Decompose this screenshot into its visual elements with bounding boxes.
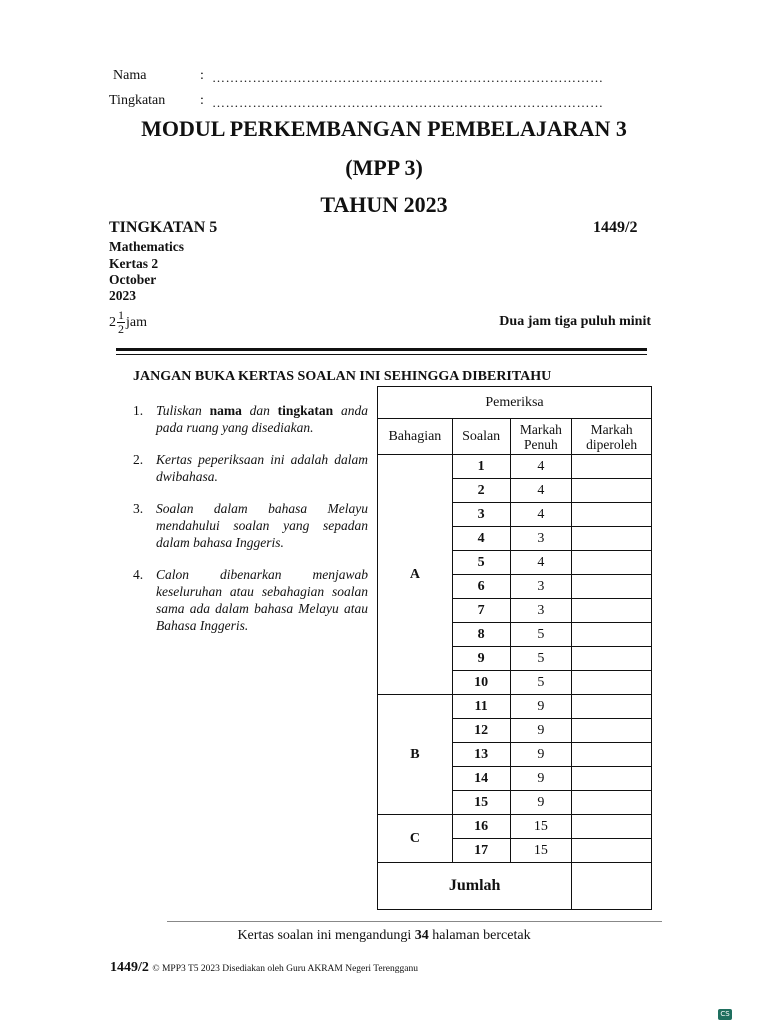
instruction-text: Kertas peperiksaan ini adalah dalam dwibahasa. <box>156 452 368 484</box>
soalan-header: Soalan <box>452 419 510 455</box>
markah-diperoleh-cell[interactable] <box>572 791 652 815</box>
markah-penuh-cell: 4 <box>510 479 572 503</box>
markah-penuh-cell: 4 <box>510 503 572 527</box>
duration-text: Dua jam tiga puluh minit <box>499 314 651 329</box>
markah-diperoleh-cell[interactable] <box>572 815 652 839</box>
soalan-cell: 9 <box>452 647 510 671</box>
markah-diperoleh-cell[interactable] <box>572 695 652 719</box>
year: 2023 <box>109 288 136 303</box>
markah-penuh-cell: 3 <box>510 599 572 623</box>
instruction-number: 2. <box>133 452 144 467</box>
table-row <box>378 455 652 479</box>
markah-diperoleh-header: Markah diperoleh <box>572 419 652 455</box>
bahagian-cell: C <box>378 815 453 863</box>
soalan-cell: 3 <box>452 503 510 527</box>
markah-penuh-cell: 15 <box>510 815 572 839</box>
instruction-number: 4. <box>133 567 144 582</box>
soalan-cell: 1 <box>452 455 510 479</box>
duration-denominator: 2 <box>118 322 124 336</box>
page-count-note: Kertas soalan ini mengandungi 34 halaman bercetak <box>237 928 531 943</box>
duration-numerator: 1 <box>118 308 124 322</box>
tingkatan-label: Tingkatan <box>109 93 166 108</box>
table-row <box>378 695 652 719</box>
instruction-text: Tuliskan nama dan tingkatan anda pada ruang yang disediakan. <box>156 403 368 435</box>
markah-diperoleh-cell[interactable] <box>572 839 652 863</box>
instruction-number: 1. <box>133 403 144 418</box>
jumlah-row <box>378 863 652 910</box>
instruction-number: 3. <box>133 501 144 516</box>
soalan-cell: 5 <box>452 551 510 575</box>
instruction-text: Calon dibenarkan menjawab keseluruhan atau sebahagian soalan sama ada dalam bahasa Melayu atau Bahasa Inggeris. <box>156 567 368 633</box>
paper: Kertas 2 <box>109 256 159 271</box>
markah-diperoleh-cell[interactable] <box>572 575 652 599</box>
duration-unit: jam <box>126 314 147 330</box>
markah-diperoleh-cell[interactable] <box>572 455 652 479</box>
soalan-cell: 7 <box>452 599 510 623</box>
nama-label: Nama <box>113 68 147 83</box>
jumlah-label: Jumlah <box>378 863 572 910</box>
rule-thin <box>116 354 647 355</box>
pemeriksa-header: Pemeriksa <box>378 387 652 419</box>
footer-rule <box>167 921 662 922</box>
markah-diperoleh-cell[interactable] <box>572 743 652 767</box>
markah-penuh-cell: 5 <box>510 623 572 647</box>
cs-badge: CS <box>718 1009 732 1020</box>
warning-text: JANGAN BUKA KERTAS SOALAN INI SEHINGGA DIBERITAHU <box>133 369 552 384</box>
markah-diperoleh-cell[interactable] <box>572 767 652 791</box>
markah-penuh-cell: 9 <box>510 695 572 719</box>
soalan-cell: 8 <box>452 623 510 647</box>
table-row <box>378 815 652 839</box>
markah-diperoleh-cell[interactable] <box>572 671 652 695</box>
jumlah-value-cell[interactable] <box>572 863 652 910</box>
soalan-cell: 12 <box>452 719 510 743</box>
markah-penuh-cell: 9 <box>510 719 572 743</box>
duration-fraction <box>117 309 125 336</box>
soalan-cell: 4 <box>452 527 510 551</box>
bahagian-cell: B <box>378 695 453 815</box>
paper-code: 1449/2 <box>593 219 638 236</box>
title-module: MODUL PERKEMBANGAN PEMBELAJARAN 3 <box>141 116 627 141</box>
markah-penuh-cell: 3 <box>510 527 572 551</box>
tingkatan-colon: : <box>200 93 204 108</box>
markah-penuh-cell: 5 <box>510 671 572 695</box>
soalan-cell: 17 <box>452 839 510 863</box>
duration-whole: 2 <box>109 314 116 330</box>
footer-code: 1449/2 <box>110 960 149 975</box>
markah-penuh-cell: 15 <box>510 839 572 863</box>
markah-penuh-cell: 4 <box>510 455 572 479</box>
title-year: TAHUN 2023 <box>320 192 448 217</box>
examiner-table <box>377 386 652 910</box>
tingkatan-heading: TINGKATAN 5 <box>109 219 218 236</box>
markah-penuh-cell: 4 <box>510 551 572 575</box>
soalan-cell: 13 <box>452 743 510 767</box>
soalan-cell: 6 <box>452 575 510 599</box>
month: October <box>109 272 157 287</box>
markah-diperoleh-cell[interactable] <box>572 599 652 623</box>
markah-diperoleh-cell[interactable] <box>572 527 652 551</box>
instruction-1 <box>133 402 369 442</box>
markah-diperoleh-cell[interactable] <box>572 719 652 743</box>
markah-penuh-cell: 9 <box>510 767 572 791</box>
bahagian-header: Bahagian <box>378 419 453 455</box>
instruction-3 <box>133 500 369 556</box>
tingkatan-field[interactable]: …………………………………………………………………………… <box>212 95 604 110</box>
instruction-4 <box>133 566 369 638</box>
rule-thick <box>116 348 647 351</box>
markah-diperoleh-cell[interactable] <box>572 647 652 671</box>
nama-colon: : <box>200 68 204 83</box>
markah-penuh-header: Markah Penuh <box>510 419 572 455</box>
footer-credit: © MPP3 T5 2023 Disediakan oleh Guru AKRAM Negeri Terengganu <box>152 964 418 974</box>
markah-penuh-cell: 9 <box>510 743 572 767</box>
instruction-2 <box>133 451 369 491</box>
soalan-cell: 10 <box>452 671 510 695</box>
title-mpp: (MPP 3) <box>345 155 423 180</box>
duration <box>109 309 147 336</box>
soalan-cell: 15 <box>452 791 510 815</box>
nama-field[interactable]: …………………………………………………………………………… <box>212 70 604 85</box>
subject: Mathematics <box>109 239 184 254</box>
soalan-cell: 2 <box>452 479 510 503</box>
instruction-text: Soalan dalam bahasa Melayu mendahului soalan yang sepadan dalam bahasa Inggeris. <box>156 501 368 550</box>
markah-diperoleh-cell[interactable] <box>572 551 652 575</box>
soalan-cell: 14 <box>452 767 510 791</box>
soalan-cell: 16 <box>452 815 510 839</box>
footer-line <box>110 960 418 976</box>
markah-penuh-cell: 9 <box>510 791 572 815</box>
markah-penuh-cell: 3 <box>510 575 572 599</box>
bahagian-cell: A <box>378 455 453 695</box>
markah-diperoleh-cell[interactable] <box>572 479 652 503</box>
markah-diperoleh-cell[interactable] <box>572 503 652 527</box>
soalan-cell: 11 <box>452 695 510 719</box>
markah-penuh-cell: 5 <box>510 647 572 671</box>
markah-diperoleh-cell[interactable] <box>572 623 652 647</box>
